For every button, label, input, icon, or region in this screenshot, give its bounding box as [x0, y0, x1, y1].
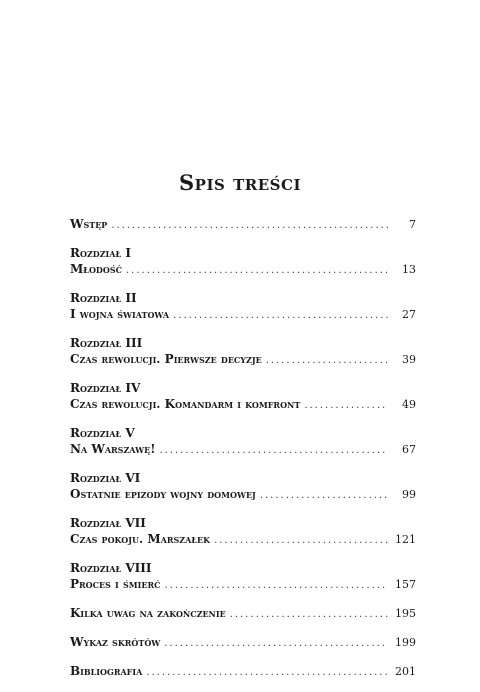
dot-leader [304, 398, 388, 414]
table-of-contents [70, 216, 416, 692]
dot-leader [126, 263, 388, 279]
toc-row [70, 351, 416, 369]
toc-entry [70, 216, 416, 234]
toc-row [70, 576, 416, 594]
page-number: 7 [409, 218, 416, 231]
entry-title: Proces i śmierć [70, 577, 161, 591]
page-number: 199 [395, 636, 416, 649]
toc-entry [70, 470, 416, 504]
chapter-number: Rozdział I [70, 246, 131, 260]
entry-title: Na Warszawę! [70, 442, 156, 456]
toc-entry [70, 425, 416, 459]
entry-title: I wojna światowa [70, 307, 170, 321]
toc-row [70, 663, 416, 681]
entry-title: Wstęp [70, 217, 108, 231]
chapter-number: Rozdział II [70, 291, 137, 305]
toc-row [70, 261, 416, 279]
dot-leader [159, 443, 388, 459]
page-number: 39 [402, 353, 416, 366]
dot-leader [173, 308, 388, 324]
chapter-number: Rozdział III [70, 336, 143, 350]
dot-leader [164, 636, 388, 652]
page-title: Spis treści [179, 170, 301, 195]
chapter-number: Rozdział V [70, 426, 135, 440]
chapter-number: Rozdział IV [70, 381, 141, 395]
page-number: 195 [395, 607, 416, 620]
toc-entry [70, 560, 416, 594]
toc-row [70, 634, 416, 652]
toc-row [70, 216, 416, 234]
toc-entry [70, 515, 416, 549]
entry-title: Bibliografia [70, 664, 143, 678]
page-number: 67 [402, 443, 416, 456]
entry-title: Młodość [70, 262, 122, 276]
page-number: 121 [395, 533, 416, 546]
page-number: 99 [402, 488, 416, 501]
toc-row [70, 486, 416, 504]
chapter-number: Rozdział VIII [70, 561, 152, 575]
dot-leader [214, 533, 388, 549]
toc-entry [70, 634, 416, 652]
dot-leader [260, 488, 388, 504]
entry-title: Czas pokoju. Marszałek [70, 532, 211, 546]
chapter-number: Rozdział VI [70, 471, 141, 485]
dot-leader [230, 607, 388, 623]
toc-row [70, 605, 416, 623]
page-number: 49 [402, 398, 416, 411]
toc-entry [70, 335, 416, 369]
page-number: 27 [402, 308, 416, 321]
toc-entry [70, 245, 416, 279]
toc-row [70, 396, 416, 414]
toc-entry [70, 290, 416, 324]
page-number: 157 [395, 578, 416, 591]
entry-title: Ostatnie epizody wojny domowej [70, 487, 256, 501]
toc-entry [70, 605, 416, 623]
dot-leader [164, 578, 388, 594]
entry-title: Kilka uwag na zakończenie [70, 606, 226, 620]
toc-entry [70, 380, 416, 414]
entry-title: Czas rewolucji. Pierwsze decyzje [70, 352, 262, 366]
dot-leader [111, 218, 388, 234]
toc-entry [70, 663, 416, 681]
dot-leader [146, 665, 388, 681]
dot-leader [266, 353, 388, 369]
toc-row [70, 441, 416, 459]
page-number: 201 [395, 665, 416, 678]
entry-title: Wykaz skrótów [70, 635, 161, 649]
page-number: 13 [402, 263, 416, 276]
toc-row [70, 531, 416, 549]
toc-row [70, 306, 416, 324]
entry-title: Czas rewolucji. Komandarm i komfront [70, 397, 301, 411]
chapter-number: Rozdział VII [70, 516, 146, 530]
